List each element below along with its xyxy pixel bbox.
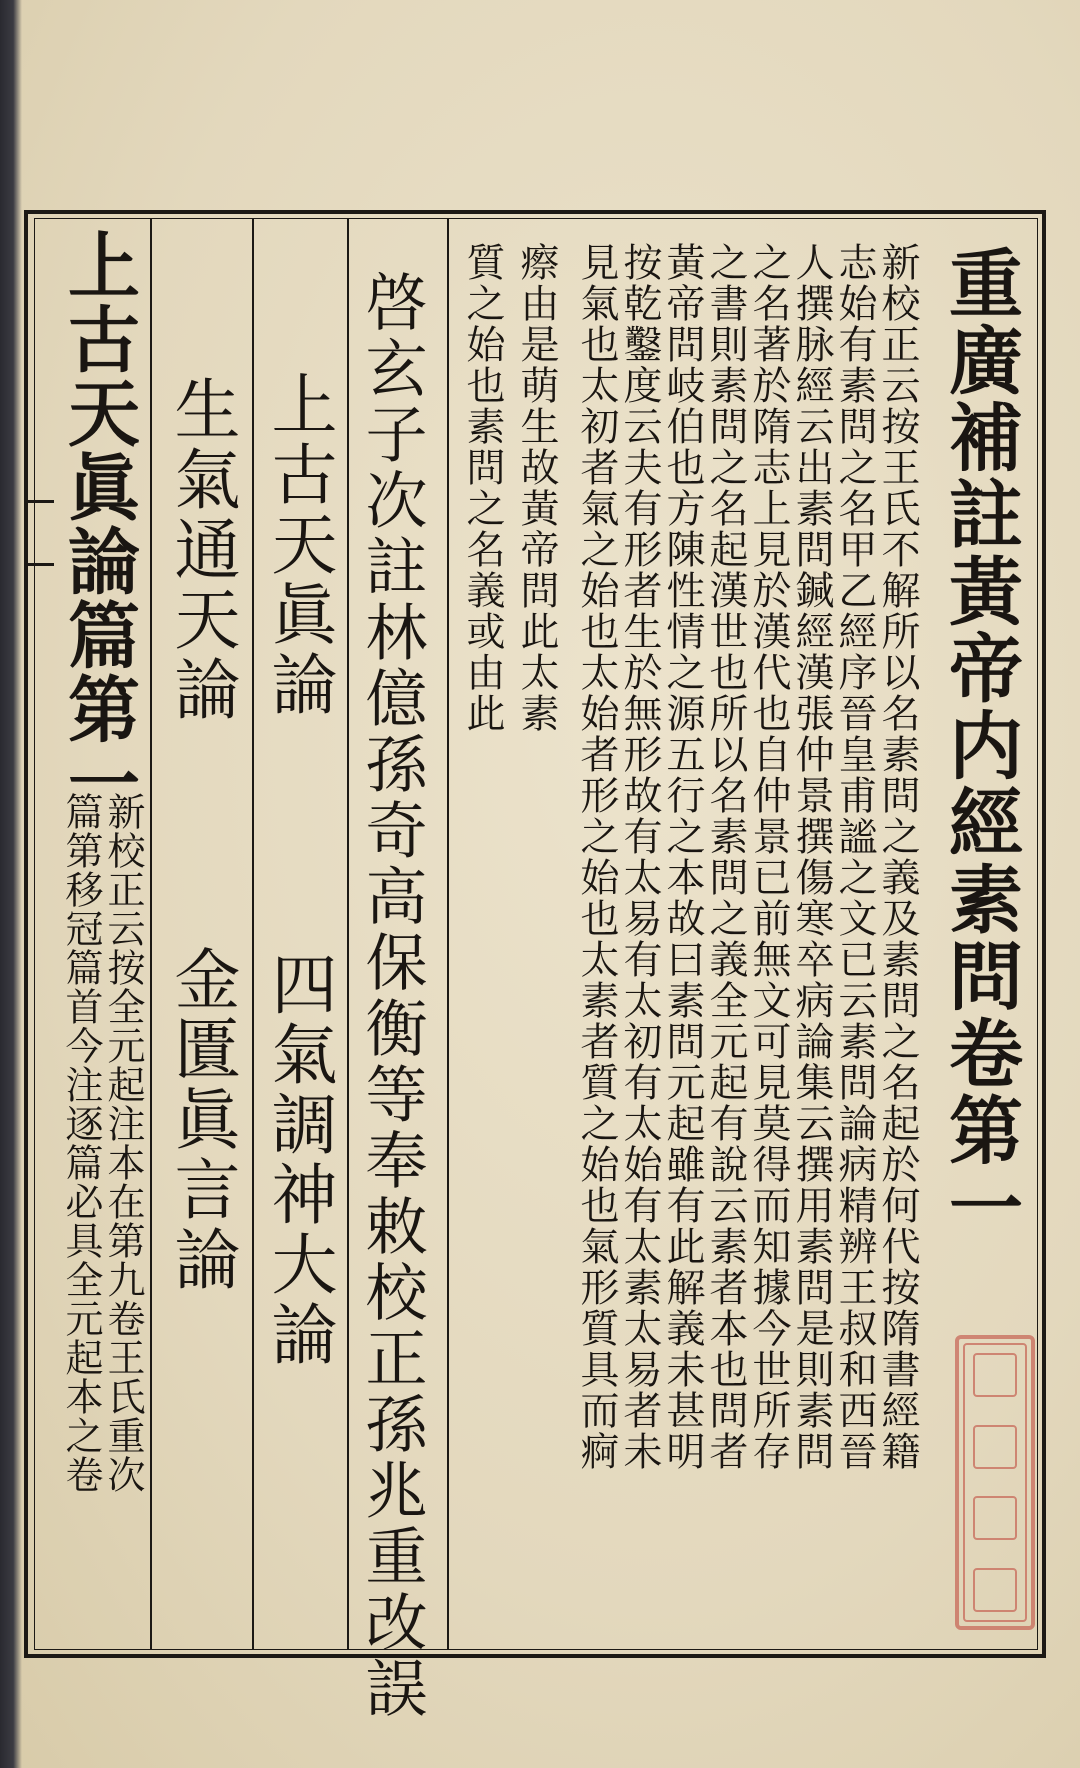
contents-item: 四氣調神大論 (260, 950, 337, 1370)
seal-glyph (973, 1568, 1017, 1612)
chapter-note: 篇第移冠篇首今注逐篇必具全元起本之卷 (59, 792, 103, 1494)
seal-glyph (973, 1353, 1017, 1397)
book-spine (0, 0, 22, 1768)
seal-glyph (973, 1496, 1017, 1540)
contents-item: 金匱眞言論 (163, 945, 240, 1295)
preface-line: 志始有素問之名甲乙經序晉皇甫謐之文已云素問論病精辨王叔和西晉 (832, 242, 877, 1472)
preface-line: 見氣也太初者氣之始也太始者形之始也太素者質之始也氣形質具而痾 (574, 242, 619, 1472)
contents-item: 上古天眞論 (260, 370, 337, 720)
chapter-note: 新校正云按全元起注本在第九卷王氏重次 (101, 792, 145, 1494)
preface-line: 之書則素問之名起漢世也所以名素問之義全元起有說云素者本也問者 (703, 242, 748, 1472)
volume-title: 重廣補註黃帝内經素問卷第一 (937, 245, 1023, 1246)
preface-line: 新校正云按王氏不解所以名素問之義及素問之名起於何代按隋書經籍 (875, 242, 920, 1472)
column-rule (252, 218, 254, 1650)
column-rule (447, 218, 449, 1650)
preface-line: 質之始也素問之名義或由此 (460, 242, 505, 734)
preface-line: 之名著於隋志上見於漢代也自仲景已前無文可見莫得而知據今世所存 (746, 242, 791, 1472)
preface-line: 瘵由是萌生故黃帝問此太素 (514, 242, 559, 734)
collector-seal (955, 1335, 1035, 1630)
preface-line: 按乾鑿度云夫有形者生於無形故有太易有太初有太始有太素太易者未 (617, 242, 662, 1472)
column-rule (347, 218, 349, 1650)
column-rule (150, 218, 152, 1650)
preface-line: 人撰脉經云出素問鍼經漢張仲景撰傷寒卒病論集云撰用素問是則素問 (789, 242, 834, 1472)
seal-glyph (973, 1425, 1017, 1469)
contents-item: 生氣通天論 (163, 375, 240, 725)
preface-line: 黃帝問岐伯也方陳性情之源五行之本故曰素問元起雖有此解義未甚明 (660, 242, 705, 1472)
chapter-heading: 上古天眞論篇第一 (56, 228, 141, 820)
author-line: 啓玄子次註林億孫奇高保衡等奉敕校正孫兆重改誤 (355, 270, 428, 1722)
